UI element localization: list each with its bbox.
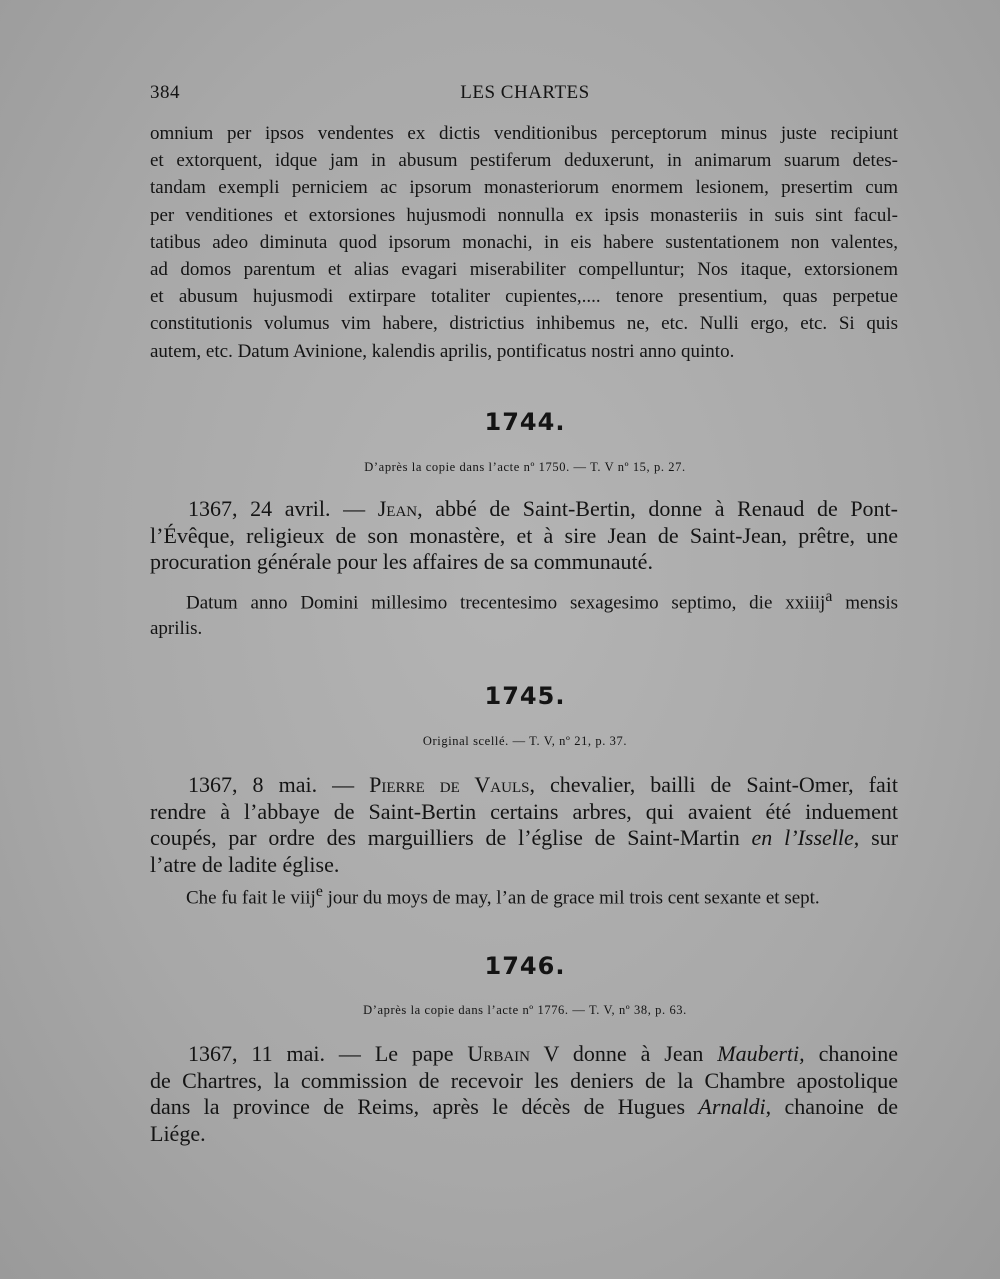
charter-quote: [150, 879, 898, 911]
text-line: Liége.: [150, 1120, 206, 1146]
charter-source: D’après la copie dans l’acte nº 1750. — T. V nº 15, p. 27.: [364, 460, 686, 474]
text-line: autem, etc. Datum Avinione, kalendis aprilis, pontificatus nostri anno quinto.: [150, 340, 735, 362]
text-segment: dans la province de Reims, après le décès de Hugues: [150, 1094, 699, 1119]
charter-date: 1367, 11 mai. —: [188, 1041, 375, 1066]
text-line: per venditiones et extorsiones hujusmodi nonnulla ex ipsis monasteriis in suis sint facul-: [150, 204, 898, 226]
text-line: ad domos parentum et alias evagari miserabiliter compelluntur; Nos itaque, extorsionem: [150, 259, 898, 281]
text-segment: , chanoine de: [765, 1094, 898, 1119]
place-name: en l’Isselle: [751, 825, 854, 850]
person-name: Pierre de Vauls: [369, 772, 530, 797]
charter-number: 1745.: [484, 682, 566, 710]
person-name: Urbain: [467, 1041, 530, 1066]
page-header: [150, 82, 900, 110]
text-line: procuration générale pour les affaires de sa communauté.: [150, 549, 653, 574]
text-line: [150, 772, 898, 799]
text-line: tatibus adeo diminuta quod ipsorum monachi, in eis habere sustentationem non valentes,: [150, 231, 898, 253]
charter-summary: [150, 496, 898, 576]
text-line: [150, 584, 898, 616]
text-line: [150, 496, 898, 523]
charter-quote: [150, 584, 898, 642]
text-line: [150, 825, 898, 852]
text-line: et extorquent, idque jam in abusum pestiferum deduxerunt, in animarum suarum detes-: [150, 150, 898, 172]
text-line: [150, 1094, 898, 1121]
charter-source: D’après la copie dans l’acte nº 1776. — T. V, nº 38, p. 63.: [363, 1003, 687, 1017]
text-line: de Chartres, la commission de recevoir les deniers de la Chambre apostolique: [150, 1067, 898, 1093]
text-line: omnium per ipsos vendentes ex dictis venditionibus perceptorum minus juste recipiunt: [150, 123, 898, 144]
text-line: l’Évêque, religieux de son monastère, et à sire Jean de Saint-Jean, prêtre, une: [150, 522, 898, 548]
superscript: e: [315, 883, 323, 900]
previous-charter-text: [150, 120, 898, 365]
charter-number: 1746.: [484, 952, 566, 980]
text-segment: , sur: [853, 825, 899, 850]
text-line: aprilis.: [150, 618, 203, 640]
text-segment: coupés, par ordre des marguilliers de l’église de Saint-Martin: [150, 825, 752, 850]
text-segment: chanoine: [804, 1041, 898, 1066]
page-number: 384: [150, 82, 180, 103]
charter-date: 1367, 8 mai. —: [188, 772, 370, 797]
text-line: rendre à l’abbaye de Saint-Bertin certains arbres, qui avaient été induement: [150, 798, 898, 824]
text-segment: V donne à Jean: [529, 1041, 718, 1066]
text-segment: mensis: [832, 592, 898, 614]
text-segment: jour du moys de may, l’an de grace mil trois cent sexante et sept.: [322, 887, 820, 909]
text-line: [150, 1041, 898, 1068]
text-line: constitutionis volumus vim habere, districtius inhibemus ne, etc. Nulli ergo, etc. Si quis: [150, 313, 898, 335]
text-line: l’atre de ladite église.: [150, 851, 340, 877]
text-line: et abusum hujusmodi extirpare totaliter cupientes,.... tenore presentium, quas perpetue: [150, 286, 898, 308]
charter-summary: [150, 772, 898, 878]
text-line: [150, 879, 898, 911]
charter-number: 1744.: [484, 408, 566, 436]
text-segment: , abbé de Saint-Bertin, donne à Renaud de Pont-: [417, 496, 898, 521]
charter-source: Original scellé. — T. V, nº 21, p. 37.: [422, 734, 628, 748]
text-line: tandam exempli perniciem ac ipsorum monasteriorum enormem lesionem, presertim cum: [150, 177, 898, 199]
charter-date: 1367, 24 avril. —: [188, 496, 378, 521]
person-name: Mauberti,: [717, 1041, 805, 1066]
person-name: Arnaldi: [698, 1094, 766, 1119]
person-name: Jean: [377, 496, 418, 521]
superscript: a: [825, 588, 833, 605]
running-title: LES CHARTES: [460, 82, 590, 103]
text-segment: Le pape: [374, 1041, 468, 1066]
text-segment: Datum anno Domini millesimo trecentesimo sexagesimo septimo, die xxiiij: [186, 592, 826, 614]
charter-summary: [150, 1041, 898, 1147]
text-segment: Che fu fait le viij: [186, 887, 316, 909]
text-segment: , chevalier, bailli de Saint-Omer, fait: [529, 772, 898, 797]
